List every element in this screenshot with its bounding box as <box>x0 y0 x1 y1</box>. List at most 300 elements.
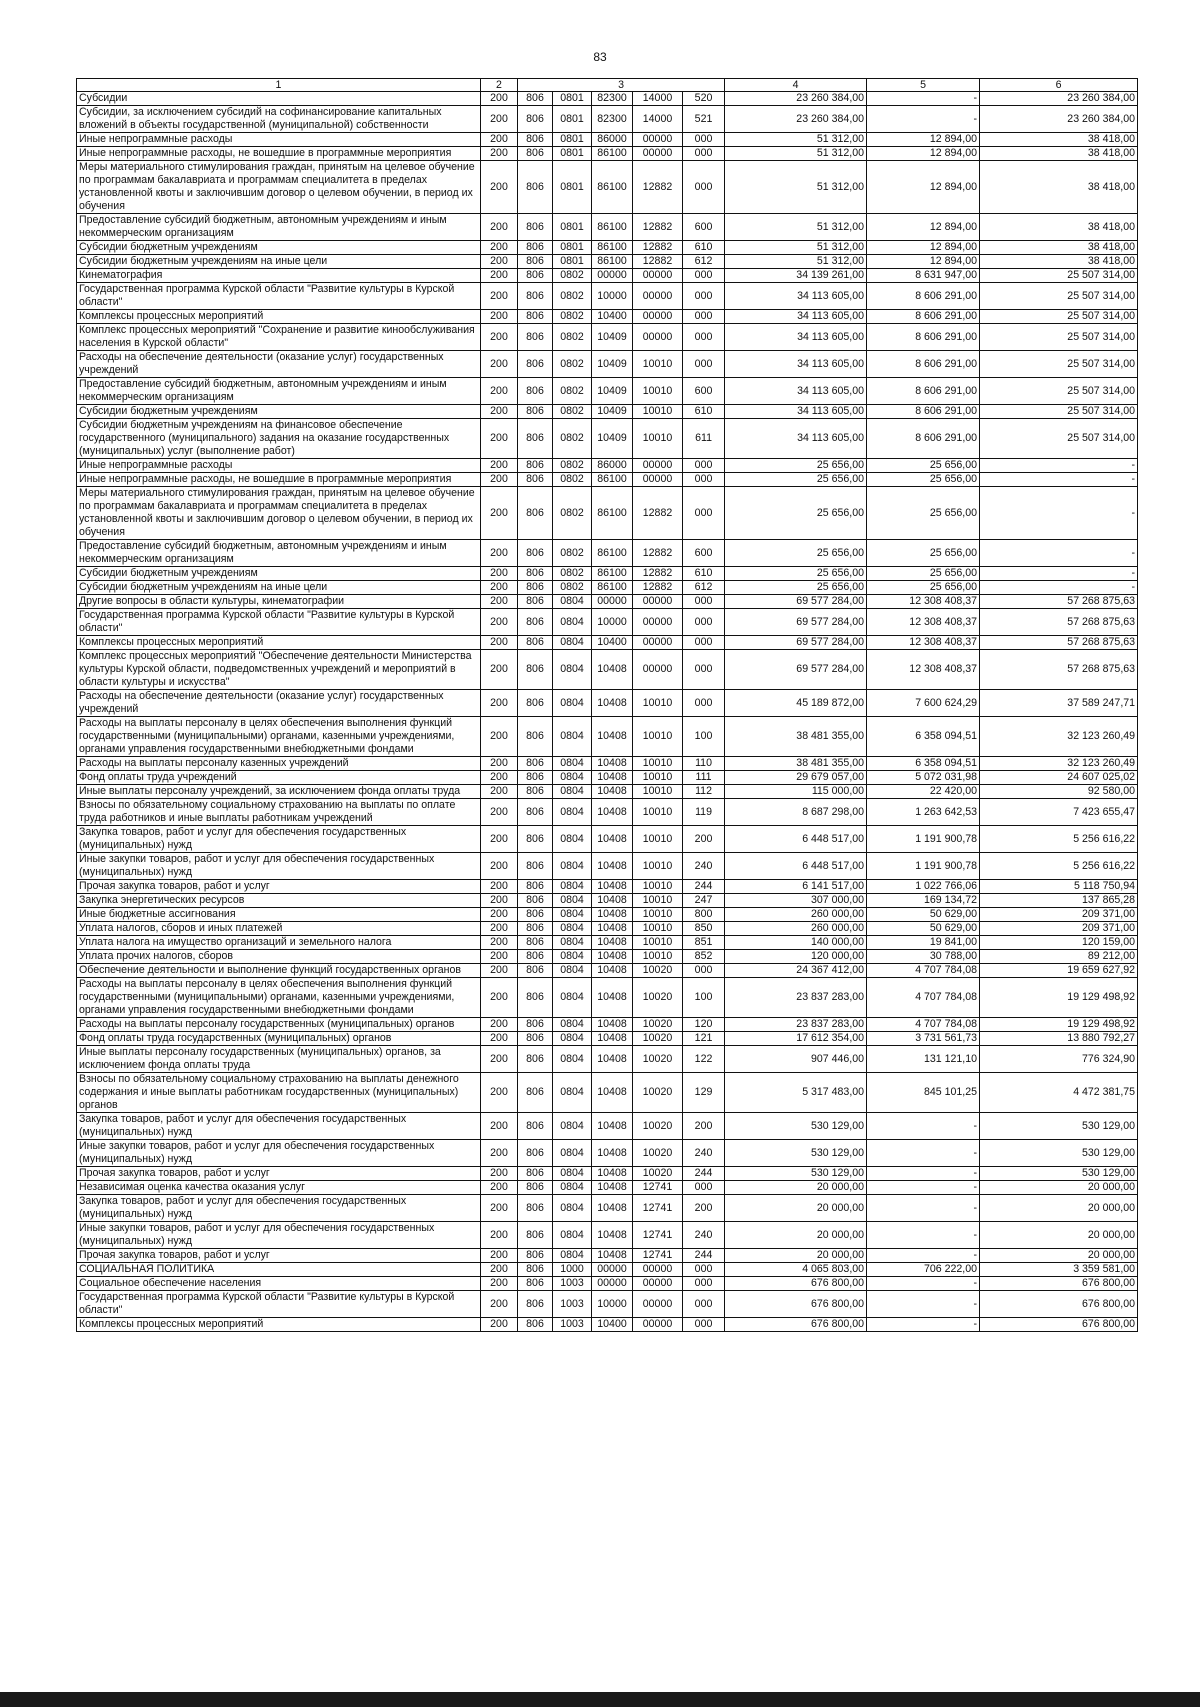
program-code-cell: 86000 <box>592 459 633 473</box>
approved-amount-cell: 34 113 605,00 <box>725 351 867 378</box>
line-code-cell: 200 <box>481 785 518 799</box>
admin-code-cell: 806 <box>518 567 553 581</box>
line-code-cell: 200 <box>481 405 518 419</box>
item-name-cell: Комплекс процессных мероприятий "Сохранение и развитие кинообслуживания населения в Курской области" <box>77 324 481 351</box>
admin-code-cell: 806 <box>518 894 553 908</box>
direction-code-cell: 10020 <box>633 964 683 978</box>
approved-amount-cell: 115 000,00 <box>725 785 867 799</box>
table-row <box>77 826 1138 853</box>
program-code-cell: 86100 <box>592 487 633 540</box>
direction-code-cell: 00000 <box>633 1277 683 1291</box>
program-code-cell: 86100 <box>592 567 633 581</box>
program-code-cell: 10408 <box>592 908 633 922</box>
direction-code-cell: 00000 <box>633 1263 683 1277</box>
executed-amount-cell: 50 629,00 <box>867 922 980 936</box>
direction-code-cell: 10020 <box>633 1113 683 1140</box>
program-code-cell: 10408 <box>592 826 633 853</box>
remaining-amount-cell: - <box>980 459 1138 473</box>
item-name-cell: Субсидии бюджетным учреждениям <box>77 567 481 581</box>
program-code-cell: 10408 <box>592 757 633 771</box>
admin-code-cell: 806 <box>518 826 553 853</box>
line-code-cell: 200 <box>481 419 518 459</box>
item-name-cell: Расходы на обеспечение деятельности (оказание услуг) государственных учреждений <box>77 351 481 378</box>
expense-type-cell: 200 <box>683 826 725 853</box>
line-code-cell: 200 <box>481 964 518 978</box>
remaining-amount-cell: 92 580,00 <box>980 785 1138 799</box>
admin-code-cell: 806 <box>518 717 553 757</box>
section-code-cell: 0801 <box>553 255 592 269</box>
remaining-amount-cell: 676 800,00 <box>980 1291 1138 1318</box>
executed-amount-cell: 4 707 784,08 <box>867 964 980 978</box>
line-code-cell: 200 <box>481 1277 518 1291</box>
item-name-cell: Обеспечение деятельности и выполнение функций государственных органов <box>77 964 481 978</box>
remaining-amount-cell: - <box>980 473 1138 487</box>
executed-amount-cell: 1 022 766,06 <box>867 880 980 894</box>
expense-type-cell: 800 <box>683 908 725 922</box>
direction-code-cell: 10010 <box>633 405 683 419</box>
approved-amount-cell: 120 000,00 <box>725 950 867 964</box>
item-name-cell: Взносы по обязательному социальному страхованию на выплаты по оплате труда работников и иные выплаты работникам учреждений <box>77 799 481 826</box>
admin-code-cell: 806 <box>518 581 553 595</box>
item-name-cell: Другие вопросы в области культуры, кинематографии <box>77 595 481 609</box>
expense-type-cell: 244 <box>683 880 725 894</box>
table-row <box>77 1167 1138 1181</box>
remaining-amount-cell: - <box>980 487 1138 540</box>
item-name-cell: Предоставление субсидий бюджетным, автономным учреждениям и иным некоммерческим организациям <box>77 540 481 567</box>
section-code-cell: 0804 <box>553 950 592 964</box>
item-name-cell: Государственная программа Курской области "Развитие культуры в Курской области" <box>77 1291 481 1318</box>
remaining-amount-cell: 24 607 025,02 <box>980 771 1138 785</box>
approved-amount-cell: 69 577 284,00 <box>725 609 867 636</box>
item-name-cell: Субсидии <box>77 92 481 106</box>
remaining-amount-cell: 57 268 875,63 <box>980 636 1138 650</box>
item-name-cell: Иные непрограммные расходы <box>77 459 481 473</box>
section-code-cell: 0804 <box>553 757 592 771</box>
section-code-cell: 0802 <box>553 473 592 487</box>
item-name-cell: Расходы на выплаты персоналу государственных (муниципальных) органов <box>77 1018 481 1032</box>
expense-type-cell: 247 <box>683 894 725 908</box>
executed-amount-cell: 8 606 291,00 <box>867 324 980 351</box>
table-row <box>77 636 1138 650</box>
program-code-cell: 10408 <box>592 690 633 717</box>
program-code-cell: 86100 <box>592 161 633 214</box>
table-row <box>77 1277 1138 1291</box>
item-name-cell: Субсидии бюджетным учреждениям <box>77 241 481 255</box>
table-row <box>77 922 1138 936</box>
table-row <box>77 147 1138 161</box>
approved-amount-cell: 676 800,00 <box>725 1318 867 1332</box>
admin-code-cell: 806 <box>518 269 553 283</box>
section-code-cell: 0801 <box>553 161 592 214</box>
header-col-6: 6 <box>980 79 1138 92</box>
executed-amount-cell: 6 358 094,51 <box>867 757 980 771</box>
approved-amount-cell: 29 679 057,00 <box>725 771 867 785</box>
expense-type-cell: 200 <box>683 1113 725 1140</box>
table-row <box>77 378 1138 405</box>
table-row <box>77 894 1138 908</box>
section-code-cell: 0804 <box>553 650 592 690</box>
admin-code-cell: 806 <box>518 283 553 310</box>
section-code-cell: 0802 <box>553 310 592 324</box>
table-row <box>77 405 1138 419</box>
executed-amount-cell: - <box>867 1318 980 1332</box>
table-row <box>77 1222 1138 1249</box>
section-code-cell: 0802 <box>553 581 592 595</box>
admin-code-cell: 806 <box>518 595 553 609</box>
remaining-amount-cell: 57 268 875,63 <box>980 650 1138 690</box>
approved-amount-cell: 34 113 605,00 <box>725 324 867 351</box>
program-code-cell: 86000 <box>592 133 633 147</box>
approved-amount-cell: 38 481 355,00 <box>725 757 867 771</box>
expense-type-cell: 610 <box>683 241 725 255</box>
program-code-cell: 86100 <box>592 147 633 161</box>
executed-amount-cell: 3 731 561,73 <box>867 1032 980 1046</box>
table-row <box>77 1046 1138 1073</box>
program-code-cell: 10408 <box>592 1073 633 1113</box>
table-row <box>77 1263 1138 1277</box>
line-code-cell: 200 <box>481 1181 518 1195</box>
executed-amount-cell: 8 606 291,00 <box>867 351 980 378</box>
item-name-cell: Субсидии бюджетным учреждениям на финансовое обеспечение государственного (муниципального) задания на оказание государственных (муниципальных) услуг (выполнение работ) <box>77 419 481 459</box>
direction-code-cell: 00000 <box>633 269 683 283</box>
executed-amount-cell: - <box>867 1167 980 1181</box>
line-code-cell: 200 <box>481 324 518 351</box>
remaining-amount-cell: 530 129,00 <box>980 1113 1138 1140</box>
line-code-cell: 200 <box>481 799 518 826</box>
section-code-cell: 0802 <box>553 459 592 473</box>
executed-amount-cell: 8 606 291,00 <box>867 310 980 324</box>
item-name-cell: Государственная программа Курской области "Развитие культуры в Курской области" <box>77 609 481 636</box>
expense-type-cell: 521 <box>683 106 725 133</box>
expense-type-cell: 600 <box>683 214 725 241</box>
section-code-cell: 0802 <box>553 540 592 567</box>
admin-code-cell: 806 <box>518 1318 553 1332</box>
expense-type-cell: 000 <box>683 310 725 324</box>
table-row <box>77 853 1138 880</box>
line-code-cell: 200 <box>481 487 518 540</box>
admin-code-cell: 806 <box>518 255 553 269</box>
expense-type-cell: 600 <box>683 378 725 405</box>
remaining-amount-cell: 5 256 616,22 <box>980 826 1138 853</box>
admin-code-cell: 806 <box>518 459 553 473</box>
executed-amount-cell: 5 072 031,98 <box>867 771 980 785</box>
executed-amount-cell: 1 191 900,78 <box>867 853 980 880</box>
section-code-cell: 0804 <box>553 609 592 636</box>
remaining-amount-cell: 20 000,00 <box>980 1249 1138 1263</box>
direction-code-cell: 12882 <box>633 161 683 214</box>
admin-code-cell: 806 <box>518 785 553 799</box>
program-code-cell: 10408 <box>592 799 633 826</box>
remaining-amount-cell: - <box>980 540 1138 567</box>
direction-code-cell: 00000 <box>633 283 683 310</box>
direction-code-cell: 12882 <box>633 567 683 581</box>
admin-code-cell: 806 <box>518 950 553 964</box>
table-row <box>77 785 1138 799</box>
direction-code-cell: 10010 <box>633 853 683 880</box>
line-code-cell: 200 <box>481 1222 518 1249</box>
table-row <box>77 1181 1138 1195</box>
item-name-cell: Расходы на выплаты персоналу в целях обеспечения выполнения функций государственными (муниципальными) органами, казенными учреждениями, органами управления государственными внебюджетными фондами <box>77 978 481 1018</box>
program-code-cell: 10408 <box>592 1046 633 1073</box>
remaining-amount-cell: 57 268 875,63 <box>980 595 1138 609</box>
remaining-amount-cell: 25 507 314,00 <box>980 351 1138 378</box>
expense-type-cell: 610 <box>683 567 725 581</box>
approved-amount-cell: 25 656,00 <box>725 581 867 595</box>
line-code-cell: 200 <box>481 106 518 133</box>
remaining-amount-cell: 4 472 381,75 <box>980 1073 1138 1113</box>
admin-code-cell: 806 <box>518 609 553 636</box>
line-code-cell: 200 <box>481 255 518 269</box>
remaining-amount-cell: 676 800,00 <box>980 1277 1138 1291</box>
program-code-cell: 10408 <box>592 717 633 757</box>
table-row <box>77 241 1138 255</box>
expense-type-cell: 000 <box>683 650 725 690</box>
approved-amount-cell: 530 129,00 <box>725 1167 867 1181</box>
item-name-cell: Закупка товаров, работ и услуг для обеспечения государственных (муниципальных) нужд <box>77 1195 481 1222</box>
table-row <box>77 1032 1138 1046</box>
table-row <box>77 595 1138 609</box>
expense-type-cell: 000 <box>683 690 725 717</box>
item-name-cell: Расходы на обеспечение деятельности (оказание услуг) государственных учреждений <box>77 690 481 717</box>
direction-code-cell: 10010 <box>633 419 683 459</box>
line-code-cell: 200 <box>481 269 518 283</box>
line-code-cell: 200 <box>481 1291 518 1318</box>
admin-code-cell: 806 <box>518 908 553 922</box>
approved-amount-cell: 17 612 354,00 <box>725 1032 867 1046</box>
admin-code-cell: 806 <box>518 1046 553 1073</box>
table-row <box>77 581 1138 595</box>
program-code-cell: 82300 <box>592 92 633 106</box>
line-code-cell: 200 <box>481 540 518 567</box>
admin-code-cell: 806 <box>518 1073 553 1113</box>
budget-execution-table <box>76 78 1138 1332</box>
approved-amount-cell: 34 113 605,00 <box>725 419 867 459</box>
table-row <box>77 324 1138 351</box>
expense-type-cell: 612 <box>683 581 725 595</box>
executed-amount-cell: 12 308 408,37 <box>867 609 980 636</box>
remaining-amount-cell: 20 000,00 <box>980 1222 1138 1249</box>
admin-code-cell: 806 <box>518 690 553 717</box>
direction-code-cell: 12741 <box>633 1181 683 1195</box>
expense-type-cell: 240 <box>683 853 725 880</box>
program-code-cell: 10408 <box>592 964 633 978</box>
program-code-cell: 86100 <box>592 241 633 255</box>
line-code-cell: 200 <box>481 1032 518 1046</box>
table-row <box>77 106 1138 133</box>
line-code-cell: 200 <box>481 1113 518 1140</box>
expense-type-cell: 000 <box>683 1277 725 1291</box>
executed-amount-cell: 19 841,00 <box>867 936 980 950</box>
program-code-cell: 82300 <box>592 106 633 133</box>
expense-type-cell: 612 <box>683 255 725 269</box>
expense-type-cell: 240 <box>683 1140 725 1167</box>
item-name-cell: Комплекс процессных мероприятий "Обеспечение деятельности Министерства культуры Курской области, подведомственных учреждений и мероприятий в области культуры и искусства" <box>77 650 481 690</box>
admin-code-cell: 806 <box>518 133 553 147</box>
approved-amount-cell: 25 656,00 <box>725 567 867 581</box>
section-code-cell: 0802 <box>553 324 592 351</box>
executed-amount-cell: 1 263 642,53 <box>867 799 980 826</box>
item-name-cell: Субсидии, за исключением субсидий на софинансирование капитальных вложений в объекты государственной (муниципальной) собственности <box>77 106 481 133</box>
section-code-cell: 1003 <box>553 1318 592 1332</box>
item-name-cell: Иные выплаты персоналу государственных (муниципальных) органов, за исключением фонда оплаты труда <box>77 1046 481 1073</box>
approved-amount-cell: 69 577 284,00 <box>725 595 867 609</box>
table-row <box>77 351 1138 378</box>
section-code-cell: 0801 <box>553 106 592 133</box>
section-code-cell: 0804 <box>553 1032 592 1046</box>
line-code-cell: 200 <box>481 1018 518 1032</box>
program-code-cell: 10408 <box>592 922 633 936</box>
approved-amount-cell: 20 000,00 <box>725 1222 867 1249</box>
direction-code-cell: 10010 <box>633 351 683 378</box>
executed-amount-cell: 25 656,00 <box>867 540 980 567</box>
executed-amount-cell: 25 656,00 <box>867 581 980 595</box>
expense-type-cell: 244 <box>683 1249 725 1263</box>
program-code-cell: 10000 <box>592 609 633 636</box>
section-code-cell: 0801 <box>553 133 592 147</box>
table-row <box>77 1291 1138 1318</box>
executed-amount-cell: 8 606 291,00 <box>867 283 980 310</box>
direction-code-cell: 00000 <box>633 595 683 609</box>
admin-code-cell: 806 <box>518 324 553 351</box>
remaining-amount-cell: 530 129,00 <box>980 1167 1138 1181</box>
direction-code-cell: 10020 <box>633 1032 683 1046</box>
line-code-cell: 200 <box>481 1167 518 1181</box>
line-code-cell: 200 <box>481 609 518 636</box>
line-code-cell: 200 <box>481 214 518 241</box>
approved-amount-cell: 23 837 283,00 <box>725 1018 867 1032</box>
direction-code-cell: 10010 <box>633 880 683 894</box>
remaining-amount-cell: 25 507 314,00 <box>980 310 1138 324</box>
line-code-cell: 200 <box>481 147 518 161</box>
executed-amount-cell: 4 707 784,08 <box>867 1018 980 1032</box>
expense-type-cell: 610 <box>683 405 725 419</box>
admin-code-cell: 806 <box>518 1181 553 1195</box>
direction-code-cell: 00000 <box>633 1318 683 1332</box>
section-code-cell: 0804 <box>553 1249 592 1263</box>
remaining-amount-cell: 38 418,00 <box>980 133 1138 147</box>
line-code-cell: 200 <box>481 880 518 894</box>
section-code-cell: 0804 <box>553 1018 592 1032</box>
approved-amount-cell: 69 577 284,00 <box>725 650 867 690</box>
table-row <box>77 567 1138 581</box>
table-row <box>77 1195 1138 1222</box>
admin-code-cell: 806 <box>518 1263 553 1277</box>
section-code-cell: 0804 <box>553 1167 592 1181</box>
program-code-cell: 10408 <box>592 1018 633 1032</box>
executed-amount-cell: - <box>867 1291 980 1318</box>
expense-type-cell: 000 <box>683 459 725 473</box>
section-code-cell: 0804 <box>553 1140 592 1167</box>
remaining-amount-cell: 209 371,00 <box>980 908 1138 922</box>
remaining-amount-cell: 676 800,00 <box>980 1318 1138 1332</box>
admin-code-cell: 806 <box>518 853 553 880</box>
approved-amount-cell: 6 141 517,00 <box>725 880 867 894</box>
direction-code-cell: 10010 <box>633 908 683 922</box>
remaining-amount-cell: 89 212,00 <box>980 950 1138 964</box>
program-code-cell: 00000 <box>592 1277 633 1291</box>
approved-amount-cell: 51 312,00 <box>725 147 867 161</box>
line-code-cell: 200 <box>481 690 518 717</box>
line-code-cell: 200 <box>481 459 518 473</box>
direction-code-cell: 10020 <box>633 978 683 1018</box>
remaining-amount-cell: 137 865,28 <box>980 894 1138 908</box>
item-name-cell: Уплата налога на имущество организаций и земельного налога <box>77 936 481 950</box>
admin-code-cell: 806 <box>518 1032 553 1046</box>
remaining-amount-cell: 23 260 384,00 <box>980 106 1138 133</box>
item-name-cell: Предоставление субсидий бюджетным, автономным учреждениям и иным некоммерческим организациям <box>77 214 481 241</box>
table-row <box>77 1249 1138 1263</box>
line-code-cell: 200 <box>481 595 518 609</box>
header-col-4: 4 <box>725 79 867 92</box>
line-code-cell: 200 <box>481 133 518 147</box>
remaining-amount-cell: 7 423 655,47 <box>980 799 1138 826</box>
line-code-cell: 200 <box>481 936 518 950</box>
item-name-cell: Иные закупки товаров, работ и услуг для обеспечения государственных (муниципальных) нужд <box>77 853 481 880</box>
remaining-amount-cell: 209 371,00 <box>980 922 1138 936</box>
executed-amount-cell: 25 656,00 <box>867 459 980 473</box>
section-code-cell: 0804 <box>553 853 592 880</box>
expense-type-cell: 000 <box>683 161 725 214</box>
direction-code-cell: 00000 <box>633 1291 683 1318</box>
direction-code-cell: 10020 <box>633 1018 683 1032</box>
program-code-cell: 10408 <box>592 936 633 950</box>
line-code-cell: 200 <box>481 1046 518 1073</box>
item-name-cell: СОЦИАЛЬНАЯ ПОЛИТИКА <box>77 1263 481 1277</box>
section-code-cell: 0804 <box>553 894 592 908</box>
item-name-cell: Иные непрограммные расходы <box>77 133 481 147</box>
table-row <box>77 757 1138 771</box>
table-row <box>77 161 1138 214</box>
admin-code-cell: 806 <box>518 378 553 405</box>
approved-amount-cell: 45 189 872,00 <box>725 690 867 717</box>
expense-type-cell: 000 <box>683 269 725 283</box>
table-header <box>77 79 1138 92</box>
item-name-cell: Прочая закупка товаров, работ и услуг <box>77 1167 481 1181</box>
executed-amount-cell: 1 191 900,78 <box>867 826 980 853</box>
table-body <box>77 92 1138 1332</box>
table-row <box>77 419 1138 459</box>
expense-type-cell: 520 <box>683 92 725 106</box>
admin-code-cell: 806 <box>518 419 553 459</box>
admin-code-cell: 806 <box>518 757 553 771</box>
table-row <box>77 690 1138 717</box>
table-row <box>77 978 1138 1018</box>
admin-code-cell: 806 <box>518 106 553 133</box>
program-code-cell: 10408 <box>592 978 633 1018</box>
table-row <box>77 310 1138 324</box>
approved-amount-cell: 676 800,00 <box>725 1291 867 1318</box>
line-code-cell: 200 <box>481 922 518 936</box>
direction-code-cell: 00000 <box>633 324 683 351</box>
remaining-amount-cell: 120 159,00 <box>980 936 1138 950</box>
remaining-amount-cell: 3 359 581,00 <box>980 1263 1138 1277</box>
line-code-cell: 200 <box>481 636 518 650</box>
section-code-cell: 0802 <box>553 567 592 581</box>
program-code-cell: 10408 <box>592 1113 633 1140</box>
direction-code-cell: 14000 <box>633 106 683 133</box>
item-name-cell: Иные закупки товаров, работ и услуг для обеспечения государственных (муниципальных) нужд <box>77 1222 481 1249</box>
line-code-cell: 200 <box>481 283 518 310</box>
approved-amount-cell: 51 312,00 <box>725 214 867 241</box>
approved-amount-cell: 51 312,00 <box>725 133 867 147</box>
direction-code-cell: 10010 <box>633 785 683 799</box>
executed-amount-cell: 12 894,00 <box>867 161 980 214</box>
executed-amount-cell: 12 308 408,37 <box>867 636 980 650</box>
expense-type-cell: 000 <box>683 1291 725 1318</box>
direction-code-cell: 00000 <box>633 310 683 324</box>
direction-code-cell: 12882 <box>633 241 683 255</box>
item-name-cell: Взносы по обязательному социальному страхованию на выплаты денежного содержания и иные выплаты работникам государственных (муниципальных) органов <box>77 1073 481 1113</box>
